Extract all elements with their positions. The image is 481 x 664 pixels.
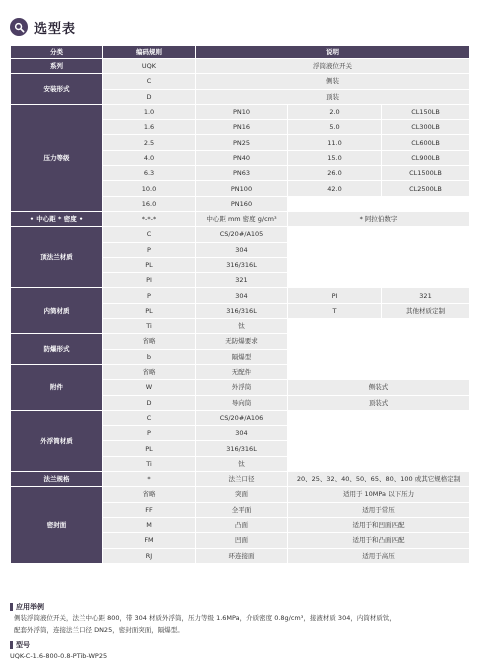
desc-cell: 304 [196,288,288,303]
code-cell: b [103,349,196,364]
category-cell: 顶法兰材质 [11,227,103,288]
desc-cell: 适用于和凹面匹配 [288,517,470,532]
desc-cell: PN63 [196,166,288,181]
desc-cell: PN16 [196,120,288,135]
table-row [11,74,470,89]
desc-cell: 适用于高压 [288,548,470,563]
table-row [11,334,470,349]
code-cell: D [103,89,196,104]
empty-cell [288,410,470,471]
desc-cell: 凹面 [196,533,288,548]
page-title: 选型表 [34,21,77,37]
code-cell: W [103,380,196,395]
code-cell: PL [103,303,196,318]
desc-cell: 304 [196,242,288,257]
code-cell: P [103,242,196,257]
code-cell: FF [103,502,196,517]
model-heading [10,640,30,650]
desc-cell: CS/20#/A105 [196,227,288,242]
desc-cell: 钛 [196,319,288,334]
category-cell: 内筒材质 [11,288,103,334]
code-cell: T [288,303,382,318]
desc-cell: 316/316L [196,257,288,272]
table-row [11,410,470,425]
section-bar [10,641,13,649]
example-title: 应用举例 [16,603,44,611]
code-cell: 6.3 [103,166,196,181]
desc-cell: 环连接面 [196,548,288,563]
desc-cell: CL300LB [382,120,470,135]
code-cell: 省略 [103,364,196,379]
desc-cell: 适用于 10MPa 以下压力 [288,487,470,502]
section-bar [10,603,13,611]
category-cell: 附件 [11,364,103,410]
desc-cell: 外浮筒 [196,380,288,395]
desc-cell: 316/316L [196,303,288,318]
code-cell: 1.6 [103,120,196,135]
desc-cell: CL150LB [382,104,470,119]
desc-cell: 11.0 [288,135,382,150]
code-cell: PI [103,273,196,288]
desc-cell: 钛 [196,456,288,471]
category-cell: 安装形式 [11,74,103,105]
category-cell: 外浮筒材质 [11,410,103,471]
header-code: 编码规则 [103,46,196,59]
search-icon [10,18,28,36]
desc-cell: 20、25、32、40、50、65、80、100 或其它规格定制 [288,472,470,487]
table-row [11,104,470,119]
category-cell: 法兰规格 [11,472,103,487]
desc-cell: PN160 [196,196,288,211]
desc-cell: CL900LB [382,150,470,165]
desc-cell: 321 [382,288,470,303]
desc-cell: 顶装式 [288,395,470,410]
table-header-row [11,46,470,59]
desc-cell: 316/316L [196,441,288,456]
desc-cell: 无防爆要求 [196,334,288,349]
desc-cell: 26.0 [288,166,382,181]
header-desc: 说明 [196,46,470,59]
code-cell: 1.0 [103,104,196,119]
code-cell: 省略 [103,487,196,502]
code-cell: P [103,288,196,303]
code-cell: 10.0 [103,181,196,196]
table-row [11,227,470,242]
desc-cell: 突面 [196,487,288,502]
header-category: 分类 [11,46,103,59]
desc-cell: 全平面 [196,502,288,517]
desc-cell: 中心距 mm 密度 g/cm³ [196,211,288,226]
category-cell: 系列 [11,59,103,74]
category-cell: • 中心距 * 密度 • [11,211,103,226]
desc-cell: 2.0 [288,104,382,119]
desc-cell: 15.0 [288,150,382,165]
code-cell: 4.0 [103,150,196,165]
code-cell: * [103,472,196,487]
desc-cell: CL600LB [382,135,470,150]
selection-table [10,45,470,564]
code-cell: PI [288,288,382,303]
code-cell: 2.5 [103,135,196,150]
category-cell: 密封面 [11,487,103,563]
code-cell: FM [103,533,196,548]
table-row [11,59,470,74]
desc-cell: 顶装 [196,89,470,104]
code-cell: D [103,395,196,410]
desc-cell: 5.0 [288,120,382,135]
code-cell: C [103,227,196,242]
desc-cell: 304 [196,426,288,441]
table-row [11,364,470,379]
example-heading [10,602,44,612]
code-cell: 省略 [103,334,196,349]
desc-cell: PN40 [196,150,288,165]
model-title: 型号 [16,641,30,649]
desc-cell: 浮筒液位开关 [196,59,470,74]
code-cell: *-*-* [103,211,196,226]
empty-cell [288,364,470,379]
desc-cell: PN25 [196,135,288,150]
example-line-1: 侧装浮筒液位开关，法兰中心距 800，带 304 材质外浮筒，压力等级 1.6MPa，介质密度 0.8g/cm³，接液材质 304，内筒材质钛， [14,614,396,622]
desc-cell: 无配件 [196,364,288,379]
desc-cell: 适用于常压 [288,502,470,517]
table-row [11,487,470,502]
code-cell: PL [103,257,196,272]
desc-cell: 法兰口径 [196,472,288,487]
category-cell: 压力等级 [11,104,103,211]
desc-cell: 321 [196,273,288,288]
code-cell: PL [103,441,196,456]
desc-cell: 适用于和凸面匹配 [288,533,470,548]
desc-cell: CS/20#/A106 [196,410,288,425]
desc-cell: 隔爆型 [196,349,288,364]
code-cell: 16.0 [103,196,196,211]
desc-cell: 侧装式 [288,380,470,395]
section-header [10,16,76,38]
desc-cell: 导向筒 [196,395,288,410]
table-row [11,472,470,487]
category-cell: 防爆形式 [11,334,103,365]
desc-cell: 42.0 [288,181,382,196]
code-cell: C [103,410,196,425]
code-cell: UQK [103,59,196,74]
code-cell: Ti [103,319,196,334]
desc-cell: CL2500LB [382,181,470,196]
empty-cell [288,196,470,211]
desc-cell: PN10 [196,104,288,119]
code-cell: P [103,426,196,441]
example-line-2: 配套外浮筒，连接法兰口径 DN25，密封面突面，隔爆型。 [14,626,184,634]
empty-cell [288,319,470,334]
code-cell: M [103,517,196,532]
desc-cell: 侧装 [196,74,470,89]
code-cell: C [103,74,196,89]
desc-cell: PN100 [196,181,288,196]
code-cell: Ti [103,456,196,471]
table-row [11,211,470,226]
desc-cell: 凸面 [196,517,288,532]
desc-cell: 其他材质定制 [382,303,470,318]
empty-cell [288,334,470,365]
table-row [11,288,470,303]
empty-cell [288,227,470,288]
model-code: UQK-C-1.6-800-0.8-PTib-WP25 [10,652,108,660]
code-cell: RJ [103,548,196,563]
desc-cell: * 阿拉伯数字 [288,211,470,226]
desc-cell: CL1500LB [382,166,470,181]
